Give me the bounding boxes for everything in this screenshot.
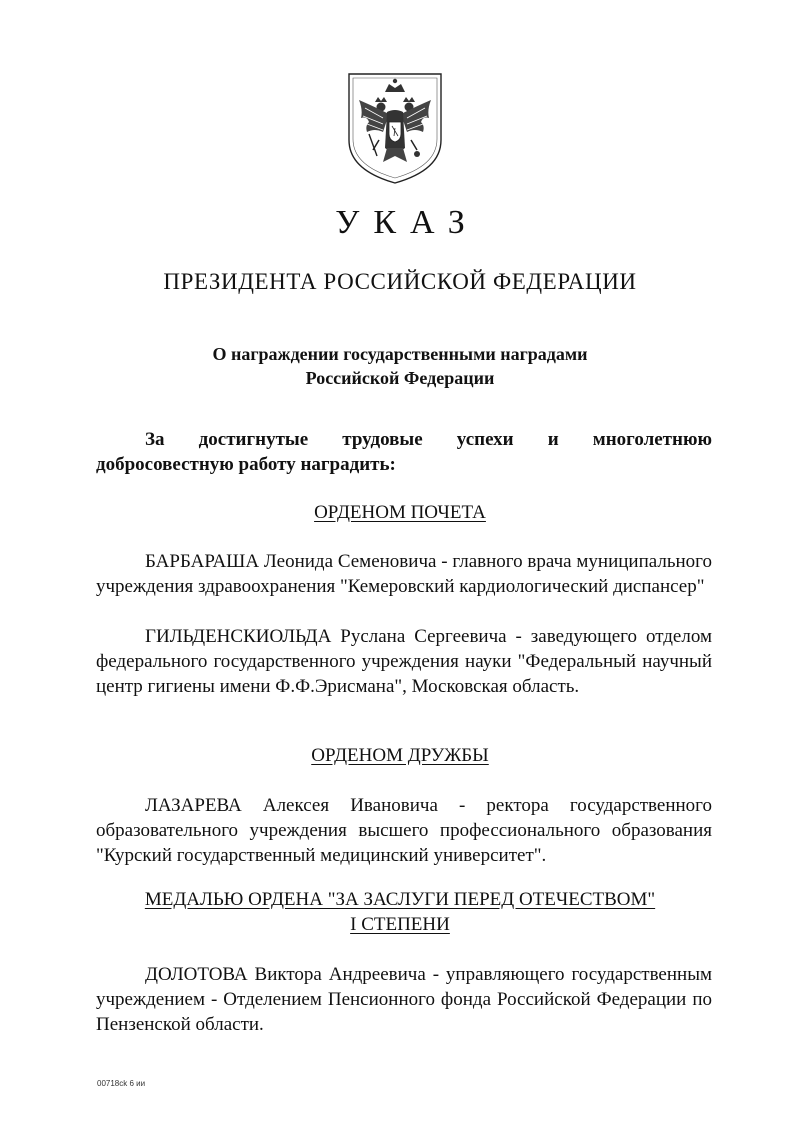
decree-subject	[0, 342, 800, 390]
section-heading-order-of-honour: ОРДЕНОМ ПОЧЕТА	[314, 502, 486, 523]
decree-subject-line-1: О награждении государственными наградами	[212, 344, 588, 364]
award-entry: БАРБАРАША Леонида Семеновича - главного врача муниципального учреждения здравоохранения "Кемеровский кардиологический диспансер"	[96, 551, 712, 597]
award-entry: ГИЛЬДЕНСКИОЛЬДА Руслана Сергеевича - заведующего отделом федерального государственного учреждения науки "Федеральный научный центр гигиены имени Ф.Ф.Эрисмана", Московская область.	[96, 626, 712, 697]
coat-of-arms-emblem	[345, 70, 445, 186]
preamble-line-2: добросовестную работу наградить:	[96, 454, 396, 475]
award-entry: ДОЛОТОВА Виктора Андреевича - управляющего государственным учреждением - Отделением Пенсионного фонда Российской Федерации по Пензенской области.	[96, 964, 712, 1035]
award-entry: ЛАЗАРЕВА Алексея Ивановича - ректора государственного образовательного учреждения высшего профессионального образования "Курский государственный медицинский университет".	[96, 795, 712, 866]
document-title: УКАЗ	[335, 204, 479, 241]
section-heading-medal-line-1: МЕДАЛЬЮ ОРДЕНА "ЗА ЗАСЛУГИ ПЕРЕД ОТЕЧЕСТВОМ"	[144, 889, 656, 910]
preamble-line-1: За достигнутые трудовые успехи и многолетнюю	[145, 429, 712, 450]
section-heading-medal-line-2: I СТЕПЕНИ	[350, 914, 450, 935]
section-heading-order-of-friendship: ОРДЕНОМ ДРУЖБЫ	[311, 745, 489, 766]
decree-subject-line-2: Российской Федерации	[305, 368, 495, 388]
document-subtitle: ПРЕЗИДЕНТА РОССИЙСКОЙ ФЕДЕРАЦИИ	[163, 269, 637, 294]
document-code: 00718ck 6 ии	[97, 1079, 146, 1088]
